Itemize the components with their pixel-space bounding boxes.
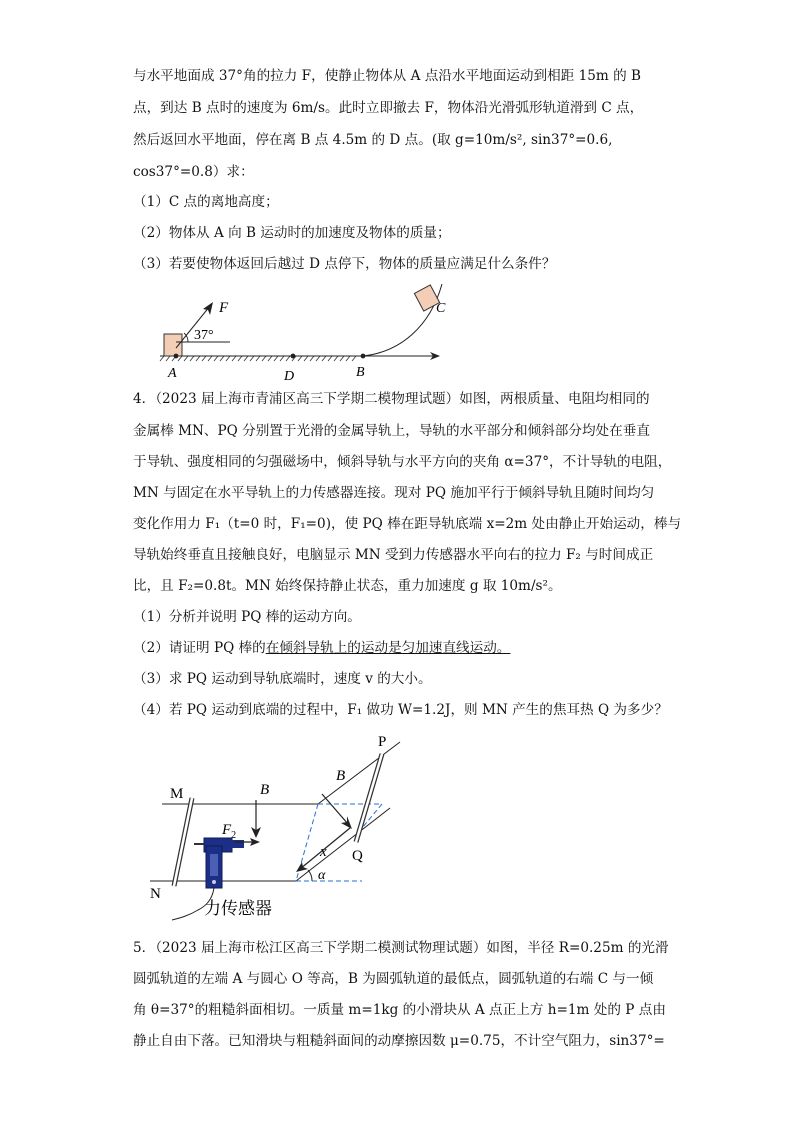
label-force-sensor: 力传感器	[204, 899, 272, 919]
label-p: P	[378, 734, 387, 750]
label-alpha: α	[318, 868, 326, 883]
p3-line-2: 点，到达 B 点时的速度为 6m/s。此时立即撤去 F，物体沿光滑弧形轨道滑到 C 点，	[133, 100, 644, 116]
p5-line-2: 圆弧轨道的左端 A 与圆心 O 等高，B 为圆弧轨道的最低点，圆弧轨道的右端 C 与一倾	[133, 971, 654, 987]
label-x: x	[320, 844, 327, 860]
p4-line-7: 比，且 F₂=0.8t。MN 始终保持静止状态，重力加速度 g 取 10m/s²。	[133, 578, 562, 594]
label-point-a: A	[168, 366, 177, 381]
label-n: N	[150, 886, 161, 902]
label-point-b: B	[356, 365, 365, 380]
p4-question-2-lead: （2）请证明 PQ 棒的	[133, 640, 266, 656]
inclined-rail-upper	[318, 742, 400, 804]
p4-line-4: MN 与固定在水平导轨上的力传感器连接。现对 PQ 施加平行于倾斜导轨且随时间均匀	[133, 485, 655, 501]
label-b-slanted: B	[336, 768, 346, 784]
figure-rails-sensor	[150, 730, 430, 930]
p5-line-3: 角 θ=37°的粗糙斜面相切。一质量 m=1kg 的小滑块从 A 点正上方 h=1m 处的 P 点由	[133, 1002, 666, 1018]
p4-line-2: 金属棒 MN、PQ 分别置于光滑的金属导轨上，导轨的水平部分和倾斜部分均处在垂直	[133, 423, 650, 439]
p3-line-3: 然后返回水平地面，停在离 B 点 4.5m 的 D 点。(取 g=10m/s², sin37°=0.6,	[133, 132, 613, 148]
p5-line-4: 静止自由下落。已知滑块与粗糙斜面间的动摩擦因数 μ=0.75，不计空气阻力，sin37°=	[133, 1033, 665, 1049]
label-point-d: D	[284, 369, 295, 382]
point-a-dot	[174, 354, 179, 359]
label-m: M	[170, 786, 184, 802]
rod-mn-highlight	[174, 798, 192, 886]
point-d-dot	[291, 354, 296, 359]
p4-line-1: 4．（2023 届上海市青浦区高三下学期二模物理试题）如图，两根质量、电阻均相同的	[133, 391, 650, 407]
dashed-reference	[296, 804, 382, 881]
p3-line-1: 与水平地面成 37°角的拉力 F，使静止物体从 A 点沿水平地面运动到相距 15m 的 B	[133, 68, 641, 84]
b-field-slanted-arrow	[322, 794, 348, 824]
figure-incline-track	[150, 282, 450, 382]
p4-question-3: （3）求 PQ 运动到导轨底端时，速度 v 的大小。	[133, 671, 432, 687]
p4-question-4: （4）若 PQ 运动到底端的过程中，F₁ 做功 W=1.2J，则 MN 产生的焦耳热 Q 为多少？	[133, 702, 668, 718]
p4-question-2	[133, 638, 510, 658]
p4-line-3: 于导轨、强度相同的匀强磁场中，倾斜导轨与水平方向的夹角 α=37°，不计导轨的电阻，	[133, 454, 672, 470]
block-at-a	[164, 334, 182, 356]
p4-line-5: 变化作用力 F₁（t=0 时，F₁=0)，使 PQ 棒在距导轨底端 x=2m 处由静止开始运动，棒与	[133, 516, 682, 532]
label-f2-main: F	[222, 822, 232, 838]
label-angle: 37°	[194, 328, 214, 343]
p4-question-2-underlined: 在倾斜导轨上的运动是匀加速直线运动。	[265, 640, 511, 656]
label-q: Q	[352, 848, 363, 864]
label-f2-sub: 2	[231, 830, 237, 841]
label-point-c: C	[436, 301, 446, 316]
rod-pq-highlight	[356, 754, 382, 842]
p3-question-3: （3）若要使物体返回后越过 D 点停下，物体的质量应满足什么条件？	[133, 256, 556, 272]
p5-line-1: 5．（2023 届上海市松江区高三下学期二模测试物理试题）如图，半径 R=0.25m 的光滑	[133, 940, 669, 956]
p3-question-2: （2）物体从 A 向 B 运动时的加速度及物体的质量；	[133, 225, 451, 241]
p4-line-6: 导轨始终垂直且接触良好，电脑显示 MN 受到力传感器水平向右的拉力 F₂ 与时间成正	[133, 547, 654, 563]
p3-question-1: （1）C 点的离地高度；	[133, 194, 279, 210]
point-b-dot	[361, 354, 366, 359]
label-b-vertical: B	[260, 782, 270, 798]
p4-question-1: （1）分析并说明 PQ 棒的运动方向。	[133, 609, 361, 625]
ground-hatch	[160, 356, 360, 361]
p3-line-4: cos37°=0.8）求：	[133, 164, 254, 180]
label-force: F	[219, 300, 229, 316]
